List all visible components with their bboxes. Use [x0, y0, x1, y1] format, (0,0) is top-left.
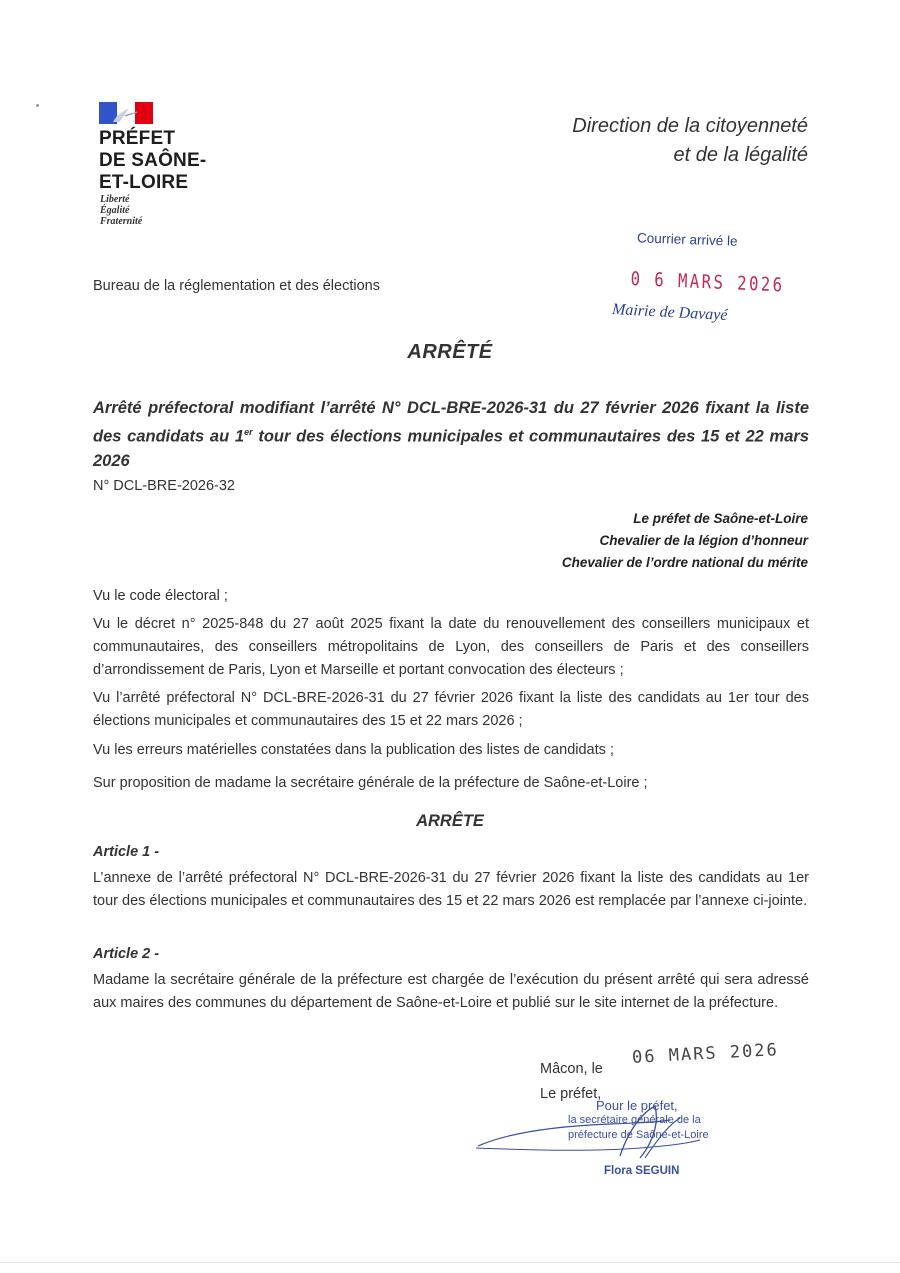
page-bottom-edge: [0, 1262, 900, 1263]
prefet-title-1: Le préfet de Saône-et-Loire: [633, 511, 808, 526]
prefet-line-3: ET-LOIRE: [99, 172, 189, 193]
delegation-line-2: la secrétaire générale de la: [568, 1114, 701, 1126]
arrete-heading: ARRÊTE: [416, 812, 484, 830]
article-1-title: Article 1 -: [93, 844, 160, 860]
direction-line-1: Direction de la citoyenneté: [572, 115, 808, 137]
prefet-title-3: Chevalier de l’ordre national du mérite: [561, 555, 808, 570]
scan-speck: [36, 104, 39, 107]
republic-motto: [100, 194, 142, 227]
delegation-line-1: Pour le préfet,: [596, 1098, 678, 1113]
prefet-title: [99, 128, 206, 194]
prefet-titles: [562, 508, 808, 574]
prefet-line-1: PRÉFET: [99, 128, 176, 149]
decree-number: N° DCL-BRE-2026-32: [93, 478, 235, 494]
delegation-line-3: préfecture de Saône-et-Loire: [568, 1129, 709, 1141]
visa-1: Vu le code électoral ;: [93, 588, 228, 604]
motto-liberte: Liberté: [100, 194, 130, 205]
stamp-received-label: Courrier arrivé le: [636, 230, 738, 249]
prefet-line-2: DE SAÔNE-: [99, 150, 207, 171]
document-title: ARRÊTÉ: [407, 341, 493, 363]
visa-5: Sur proposition de madame la secrétaire générale de la préfecture de Saône-et-Loire ;: [93, 775, 648, 791]
visa-4: Vu les erreurs matérielles constatées dans la publication des listes de candidats ;: [93, 742, 614, 758]
article-1-text: L’annexe de l’arrêté préfectoral N° DCL-BRE-2026-31 du 27 février 2026 fixant la liste des candidats au 1er tour des élections municipales et communautaires des 15 et 22 mars 2026 est remplacée par l’annexe ci-jointe.: [93, 870, 809, 909]
visa-3: Vu l’arrêté préfectoral N° DCL-BRE-2026-31 du 27 février 2026 fixant la liste des candidats au 1er tour des élections municipales et communautaires des 15 et 22 mars 2026 ;: [93, 690, 809, 729]
delegation-stamp: [568, 1098, 709, 1143]
signature-role: Le préfet,: [540, 1086, 602, 1102]
marianne-flag-logo: [99, 102, 153, 124]
visa-2: Vu le décret n° 2025-848 du 27 août 2025 fixant la date du renouvellement des conseillers municipaux et communautaires, des conseillers métropolitains de Lyon, des conseillers de Paris et des conseillers d’arrondissement de Paris, Lyon et Marseille et portant convocation des électeurs ;: [93, 616, 809, 678]
article-2-title: Article 2 -: [93, 946, 160, 962]
motto-egalite: Égalité: [100, 205, 130, 216]
direction-line-2: et de la légalité: [673, 144, 808, 166]
motto-fraternite: Fraternité: [100, 216, 143, 227]
signature-date: 06 MARS 2026: [631, 1040, 780, 1068]
prefet-title-2: Chevalier de la légion d’honneur: [599, 533, 808, 548]
stamp-mairie: Mairie de Davayé: [611, 300, 728, 325]
stamp-received-date: 0 6 MARS 2026: [630, 268, 785, 297]
direction-title: [572, 112, 808, 170]
signer-name: Flora SEGUIN: [604, 1165, 680, 1177]
article-2-text: Madame la secrétaire générale de la préfecture est chargée de l’exécution du présent arrêté qui sera adressé aux maires des communes du département de Saône-et-Loire et publié sur le site internet de la préfecture.: [93, 972, 809, 1011]
signature-place: Mâcon, le: [540, 1061, 603, 1077]
bureau-name: Bureau de la réglementation et des élections: [93, 278, 380, 294]
subject: Arrêté préfectoral modifiant l’arrêté N° DCL-BRE-2026-31 du 27 février 2026 fixant la liste des candidats au 1er tour des élections municipales et communautaires des 15 et 22 mars 2026: [93, 399, 809, 470]
